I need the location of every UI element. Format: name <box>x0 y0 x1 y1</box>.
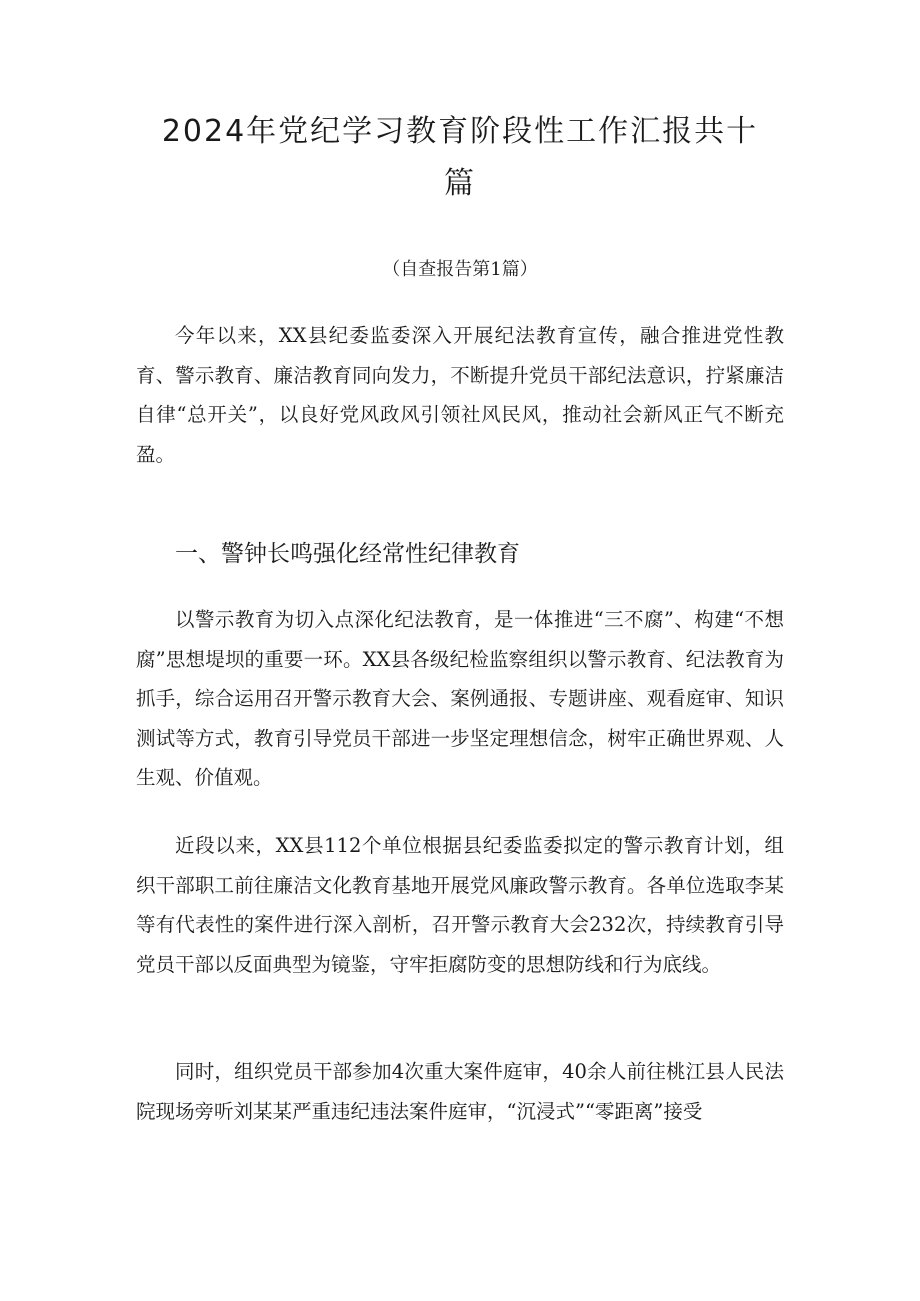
section-heading: 一、警钟长鸣强化经常性纪律教育 <box>175 541 520 567</box>
body-paragraph: 同时，组织党员干部参加4次重大案件庭审，40余人前往桃江县人民法院现场旁听刘某某严重违纪违法案件庭审，“沉浸式”“零距离”接受 <box>136 1060 784 1123</box>
document-title: 2024年党纪学习教育阶段性工作汇报共十篇 <box>161 114 759 201</box>
document-subtitle: （自查报告第1篇） <box>382 259 538 280</box>
intro-paragraph: 今年以来，XX县纪委监委深入开展纪法教育宣传，融合推进党性教育、警示教育、廉洁教育同向发力，不断提升党员干部纪法意识，拧紧廉洁自律“总开关”，以良好党风政风引领社风民风，推动社会新风正气不断充盈。 <box>136 324 784 466</box>
body-paragraph: 以警示教育为切入点深化纪法教育，是一体推进“三不腐”、构建“不想腐”思想堤坝的重要一环。XX县各级纪检监察组织以警示教育、纪法教育为抓手，综合运用召开警示教育大会、案例通报、专题讲座、观看庭审、知识测试等方式，教育引导党员干部进一步坚定理想信念，树牢正确世界观、人生观、价值观。 <box>136 608 784 789</box>
body-paragraph: 近段以来，XX县112个单位根据县纪委监委拟定的警示教育计划，组织干部职工前往廉洁文化教育基地开展党风廉政警示教育。各单位选取李某等有代表性的案件进行深入剖析，召开警示教育大会232次，持续教育引导党员干部以反面典型为镜鉴，守牢拒腐防变的思想防线和行为底线。 <box>136 834 784 976</box>
